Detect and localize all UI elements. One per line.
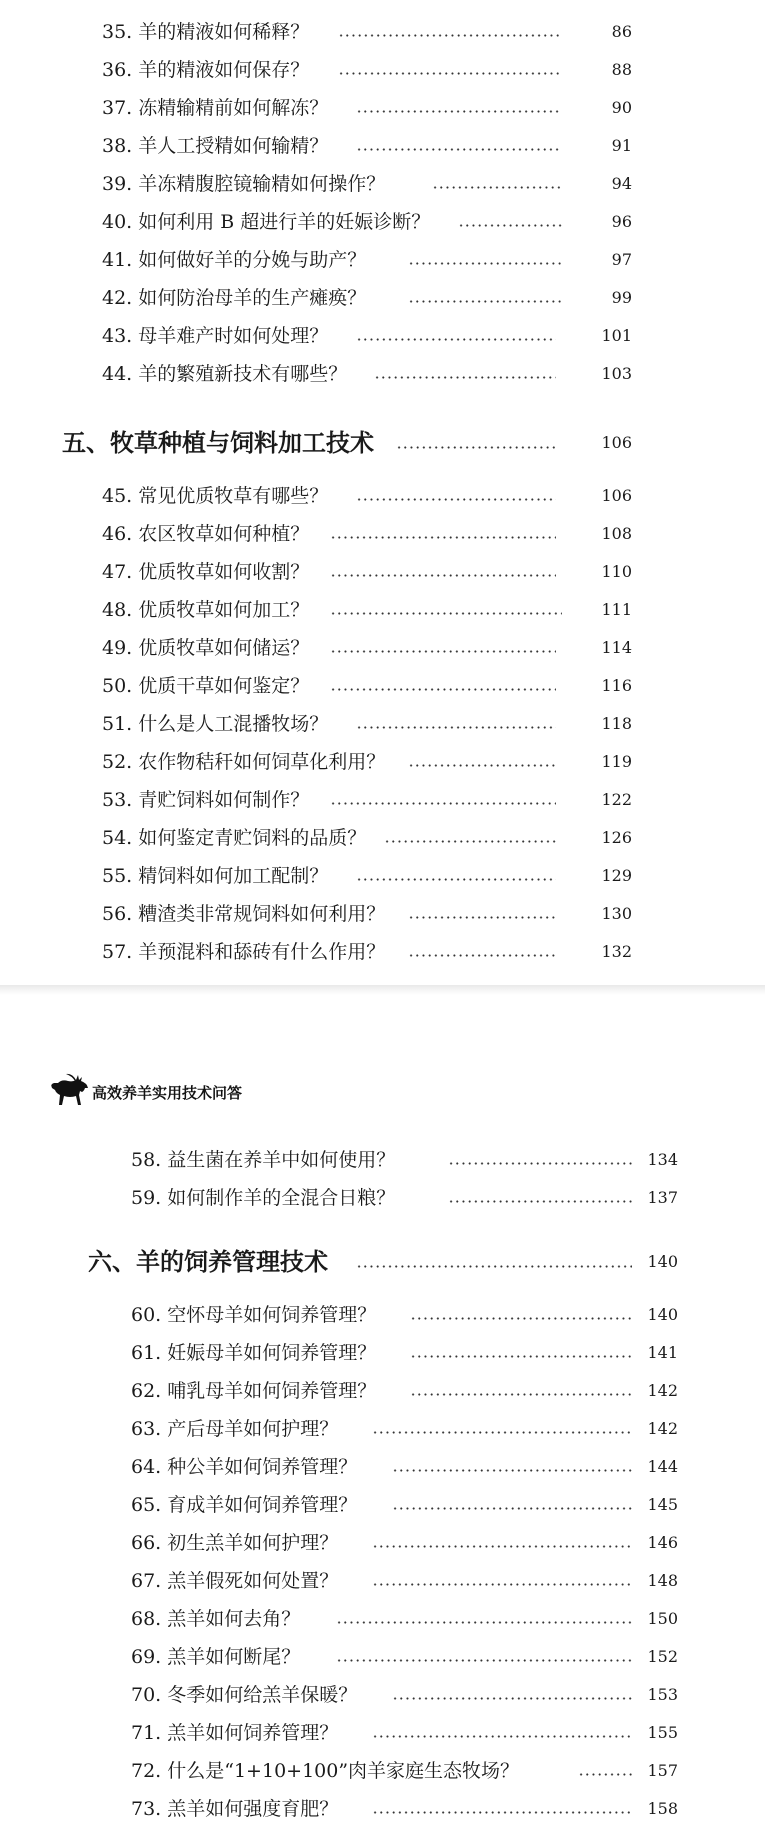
leader-dots [372, 1811, 632, 1814]
toc-entry[interactable] [0, 359, 765, 389]
toc-entry[interactable] [0, 17, 765, 47]
leader-dots [336, 1659, 632, 1662]
toc-entry[interactable] [0, 899, 765, 929]
leader-dots [356, 878, 556, 881]
toc-entry-title: 63. 产后母羊如何护理？ [131, 1418, 339, 1440]
leader-dots [330, 802, 556, 805]
leader-dots [356, 148, 562, 151]
leader-dots [372, 1545, 632, 1548]
toc-entry-title: 46. 农区牧草如何种植？ [102, 523, 310, 545]
toc-entry-title: 39. 羊冻精腹腔镜输精如何操作？ [102, 173, 386, 195]
leader-dots [372, 1431, 632, 1434]
toc-entry[interactable] [0, 169, 765, 199]
toc-entry-title: 68. 羔羊如何去角？ [131, 1608, 301, 1630]
toc-entry-page: 141 [647, 1343, 678, 1362]
running-header [46, 1067, 242, 1107]
toc-entry-title: 36. 羊的精液如何保存？ [102, 59, 310, 81]
toc-entry[interactable] [0, 1414, 765, 1444]
toc-entry-title: 50. 优质干草如何鉴定？ [102, 675, 310, 697]
leader-dots [408, 300, 562, 303]
leader-dots [396, 446, 556, 449]
toc-entry[interactable] [0, 1528, 765, 1558]
leader-dots [408, 916, 556, 919]
section-page: 140 [647, 1252, 678, 1271]
toc-entry-title: 56. 糟渣类非常规饲料如何利用？ [102, 903, 386, 925]
toc-entry[interactable] [0, 1376, 765, 1406]
toc-entry[interactable] [0, 93, 765, 123]
toc-entry-page: 145 [647, 1495, 678, 1514]
goat-icon [46, 1071, 90, 1107]
toc-entry[interactable] [0, 481, 765, 511]
toc-entry-page: 148 [647, 1571, 678, 1590]
toc-entry-title: 57. 羊预混料和舔砖有什么作用？ [102, 941, 386, 963]
toc-entry-title: 62. 哺乳母羊如何饲养管理？ [131, 1380, 377, 1402]
leader-dots [410, 1317, 632, 1320]
leader-dots [356, 1265, 632, 1268]
toc-entry-page: 152 [647, 1647, 678, 1666]
toc-entry[interactable] [0, 321, 765, 351]
toc-entry-page: 158 [647, 1799, 678, 1818]
leader-dots [408, 764, 556, 767]
toc-entry[interactable] [0, 283, 765, 313]
toc-entry-title: 37. 冻精输精前如何解冻？ [102, 97, 329, 119]
toc-entry-title: 54. 如何鉴定青贮饲料的品质？ [102, 827, 367, 849]
toc-entry-title: 42. 如何防治母羊的生产瘫痪？ [102, 287, 367, 309]
toc-entry-title: 40. 如何利用 B 超进行羊的妊娠诊断？ [102, 211, 431, 233]
toc-entry-title: 55. 精饲料如何加工配制？ [102, 865, 329, 887]
toc-entry-title: 71. 羔羊如何饲养管理？ [131, 1722, 339, 1744]
toc-entry-page: 130 [601, 904, 632, 923]
toc-entry-title: 44. 羊的繁殖新技术有哪些？ [102, 363, 348, 385]
toc-entry[interactable] [0, 671, 765, 701]
toc-entry-title: 48. 优质牧草如何加工？ [102, 599, 310, 621]
toc-entry-title: 70. 冬季如何给羔羊保暖？ [131, 1684, 358, 1706]
toc-entry[interactable] [0, 1452, 765, 1482]
toc-entry-page: 103 [601, 364, 632, 383]
toc-entry-title: 65. 育成羊如何饲养管理？ [131, 1494, 358, 1516]
toc-entry-page: 140 [647, 1305, 678, 1324]
toc-entry-title: 49. 优质牧草如何储运？ [102, 637, 310, 659]
toc-entry-page: 134 [647, 1150, 678, 1169]
leader-dots [392, 1697, 632, 1700]
toc-entry[interactable] [0, 1604, 765, 1634]
toc-entry-page: 155 [647, 1723, 678, 1742]
toc-entry[interactable] [0, 245, 765, 275]
page-separator [0, 985, 765, 995]
toc-entry-page: 132 [601, 942, 632, 961]
toc-entry-page: 90 [611, 98, 632, 117]
toc-entry-title: 73. 羔羊如何强度育肥？ [131, 1798, 339, 1820]
toc-entry[interactable] [0, 1566, 765, 1596]
toc-entry-title: 66. 初生羔羊如何护理？ [131, 1532, 339, 1554]
toc-entry-title: 58. 益生菌在养羊中如何使用？ [131, 1149, 396, 1171]
toc-entry[interactable] [0, 207, 765, 237]
toc-entry[interactable] [0, 709, 765, 739]
toc-entry[interactable] [0, 519, 765, 549]
toc-entry[interactable] [0, 1756, 765, 1786]
leader-dots [392, 1469, 632, 1472]
toc-entry-title: 53. 青贮饲料如何制作？ [102, 789, 310, 811]
section-title: 六、羊的饲养管理技术 [88, 1247, 328, 1276]
toc-entry-title: 43. 母羊难产时如何处理？ [102, 325, 329, 347]
toc-entry[interactable] [0, 1718, 765, 1748]
toc-entry-page: 153 [647, 1685, 678, 1704]
leader-dots [356, 498, 556, 501]
toc-entry-title: 41. 如何做好羊的分娩与助产？ [102, 249, 367, 271]
section-page: 106 [601, 433, 632, 452]
toc-entry-page: 137 [647, 1188, 678, 1207]
toc-entry-page: 106 [601, 486, 632, 505]
leader-dots [448, 1162, 632, 1165]
toc-entry-page: 96 [611, 212, 632, 231]
leader-dots [356, 110, 562, 113]
toc-page-2 [0, 995, 765, 1818]
toc-entry-title: 59. 如何制作羊的全混合日粮？ [131, 1187, 396, 1209]
toc-entry-page: 129 [601, 866, 632, 885]
toc-entry-title: 64. 种公羊如何饲养管理？ [131, 1456, 358, 1478]
leader-dots [338, 34, 562, 37]
toc-entry[interactable] [0, 1680, 765, 1710]
toc-entry-page: 108 [601, 524, 632, 543]
leader-dots [356, 338, 556, 341]
toc-entry[interactable] [0, 937, 765, 967]
toc-entry-page: 118 [601, 714, 632, 733]
toc-entry[interactable] [0, 785, 765, 815]
leader-dots [408, 954, 556, 957]
toc-section-heading[interactable] [0, 425, 765, 461]
leader-dots [356, 726, 556, 729]
toc-entry-title: 38. 羊人工授精如何输精？ [102, 135, 329, 157]
toc-entry-title: 61. 妊娠母羊如何饲养管理？ [131, 1342, 377, 1364]
toc-entry-page: 142 [647, 1381, 678, 1400]
leader-dots [448, 1200, 632, 1203]
toc-entry[interactable] [0, 1642, 765, 1672]
toc-entry[interactable] [0, 1300, 765, 1330]
toc-entry-page: 86 [611, 22, 632, 41]
toc-entry-page: 142 [647, 1419, 678, 1438]
toc-entry-title: 51. 什么是人工混播牧场？ [102, 713, 329, 735]
leader-dots [384, 840, 556, 843]
toc-entry-page: 146 [647, 1533, 678, 1552]
leader-dots [458, 224, 562, 227]
toc-entry[interactable] [0, 557, 765, 587]
toc-entry-page: 119 [601, 752, 632, 771]
toc-entry[interactable] [0, 595, 765, 625]
toc-entry[interactable] [0, 1145, 765, 1175]
toc-entry-title: 72. 什么是“1+10+100”肉羊家庭生态牧场？ [131, 1760, 520, 1782]
toc-entry[interactable] [0, 861, 765, 891]
leader-dots [372, 1735, 632, 1738]
toc-entry[interactable] [0, 1794, 765, 1824]
toc-entry-page: 99 [611, 288, 632, 307]
toc-entry-title: 47. 优质牧草如何收割？ [102, 561, 310, 583]
leader-dots [330, 574, 556, 577]
toc-entry[interactable] [0, 1490, 765, 1520]
toc-entry-page: 144 [647, 1457, 678, 1476]
leader-dots [372, 1583, 632, 1586]
running-title: 高效养羊实用技术问答 [92, 1084, 243, 1102]
toc-entry-page: 91 [611, 136, 632, 155]
toc-entry-page: 97 [611, 250, 632, 269]
toc-entry-title: 69. 羔羊如何断尾？ [131, 1646, 301, 1668]
leader-dots [330, 688, 556, 691]
section-title: 五、牧草种植与饲料加工技术 [62, 428, 374, 457]
toc-entry[interactable] [0, 633, 765, 663]
toc-entry-page: 114 [601, 638, 632, 657]
toc-entry-title: 45. 常见优质牧草有哪些？ [102, 485, 329, 507]
toc-entry[interactable] [0, 1183, 765, 1213]
toc-entry-title: 35. 羊的精液如何稀释？ [102, 21, 310, 43]
toc-entry-title: 60. 空怀母羊如何饲养管理？ [131, 1304, 377, 1326]
toc-entry-page: 116 [601, 676, 632, 695]
toc-entry[interactable] [0, 823, 765, 853]
leader-dots [432, 186, 562, 189]
leader-dots [330, 536, 556, 539]
leader-dots [374, 376, 556, 379]
toc-entry-page: 94 [611, 174, 632, 193]
leader-dots [410, 1355, 632, 1358]
toc-entry[interactable] [0, 1338, 765, 1368]
toc-entry-title: 52. 农作物秸秆如何饲草化利用？ [102, 751, 386, 773]
leader-dots [338, 72, 562, 75]
toc-entry[interactable] [0, 747, 765, 777]
leader-dots [408, 262, 562, 265]
toc-section-heading[interactable] [0, 1244, 765, 1280]
leader-dots [336, 1621, 632, 1624]
toc-entry-page: 126 [601, 828, 632, 847]
toc-entry-page: 150 [647, 1609, 678, 1628]
toc-entry[interactable] [0, 55, 765, 85]
toc-entry-page: 157 [647, 1761, 678, 1780]
toc-entry-page: 122 [601, 790, 632, 809]
toc-entry-page: 111 [601, 600, 632, 619]
toc-entry[interactable] [0, 131, 765, 161]
leader-dots [330, 650, 556, 653]
toc-entry-page: 88 [611, 60, 632, 79]
toc-entry-page: 110 [601, 562, 632, 581]
leader-dots [330, 612, 562, 615]
leader-dots [410, 1393, 632, 1396]
leader-dots [392, 1507, 632, 1510]
toc-entry-title: 67. 羔羊假死如何处置？ [131, 1570, 339, 1592]
toc-entry-page: 101 [601, 326, 632, 345]
